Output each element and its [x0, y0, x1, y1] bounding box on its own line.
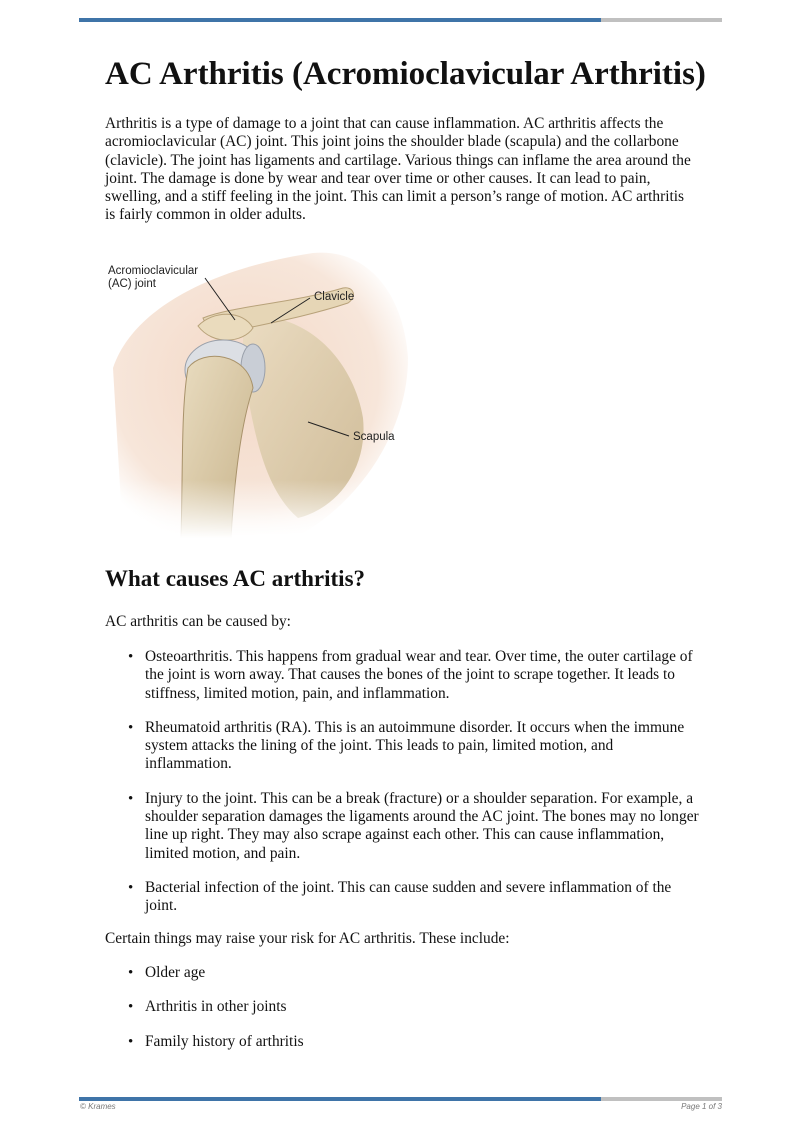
list-item: • Osteoarthritis. This happens from gradual wear and tear. Over time, the outer cartilage of the joint is worn away. That causes the bones of the joint to scrape together. It leads to stiffness, limited motion, pain, and inflammation. — [105, 648, 700, 703]
list-item: • Injury to the joint. This can be a break (fracture) or a shoulder separation. For example, a shoulder separation damages the ligaments around the AC joint. The bones may no longer line up right. They may also scrape against each other. This can cause inflammation, limited motion, and pain. — [105, 790, 700, 863]
list-item: • Older age — [105, 964, 700, 982]
section-heading-causes: What causes AC arthritis? — [105, 566, 366, 591]
label-ac-joint-line2: (AC) joint — [108, 278, 156, 290]
list-item: • Arthritis in other joints — [105, 998, 700, 1016]
causes-lead: AC arthritis can be caused by: — [105, 613, 291, 630]
label-clavicle: Clavicle — [314, 291, 355, 303]
page-title: AC Arthritis (Acromioclavicular Arthritis) — [105, 56, 706, 92]
list-item: • Rheumatoid arthritis (RA). This is an autoimmune disorder. It occurs when the immune system attacks the lining of the joint. This leads to pain, limited motion, and inflammation. — [105, 719, 700, 774]
header-rule-blue — [79, 18, 601, 22]
header-rule — [79, 18, 722, 22]
footer-copyright: © Krames — [80, 1102, 116, 1111]
shoulder-joint-illustration — [103, 248, 423, 538]
causes-list — [105, 648, 700, 932]
intro-paragraph: Arthritis is a type of damage to a joint that can cause inflammation. AC arthritis affects the acromioclavicular (AC) joint. This joint joins the shoulder blade (scapula) and the collarbone (clavicle). The joint has ligaments and cartilage. Various things can inflame the area around the joint. The damage is done by wear and tear over time or other causes. It can lead to pain, swelling, and a stiff feeling in the joint. This can limit a person’s range of motion. AC arthritis is fairly common in older adults. — [105, 115, 691, 224]
risk-lead: Certain things may raise your risk for AC arthritis. These include: — [105, 930, 510, 947]
list-item: • Bacterial infection of the joint. This can cause sudden and severe inflammation of the joint. — [105, 879, 700, 916]
footer-page-number: Page 1 of 3 — [681, 1102, 722, 1111]
footer-rule — [79, 1097, 722, 1101]
footer-rule-blue — [79, 1097, 601, 1101]
footer-rule-gray — [601, 1097, 722, 1101]
header-rule-gray — [601, 18, 722, 22]
risk-list — [105, 964, 700, 1067]
label-scapula: Scapula — [353, 431, 395, 443]
label-ac-joint-line1: Acromioclavicular — [108, 265, 199, 277]
list-item: • Family history of arthritis — [105, 1033, 700, 1051]
